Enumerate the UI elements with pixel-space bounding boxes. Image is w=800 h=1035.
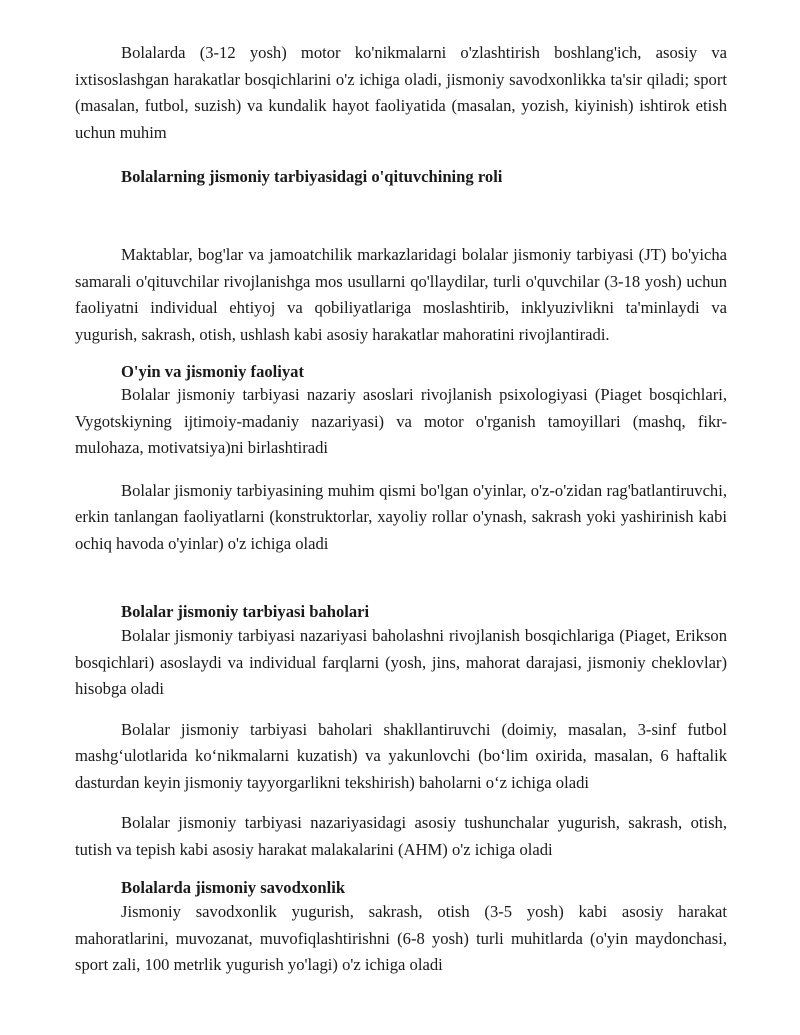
paragraph-motor-skills: Bolalarda (3-12 yosh) motor ko'nikmalarni o'zlashtirish boshlang'ich, asosiy va ixtisoslashgan harakatlar bosqichlarini o'z ichiga oladi, jismoniy savodxonlikka ta'sir qiladi; sport (masalan, futbol, suzish) va kundalik hayot faoliyatida (masalan, yozish, kiyinish) ishtirok etish uchun muhim: [75, 43, 727, 142]
paragraph-theory-foundations: Bolalar jismoniy tarbiyasi nazariy asoslari rivojlanish psixologiyasi (Piaget bosqichlari, Vygotskiyning ijtimoiy-madaniy nazariyasi) va motor o'rganish tamoyillari (mashq, fikr-mulohaza, motivatsiya)ni birlashtiradi: [75, 385, 727, 457]
heading-assessment: Bolalar jismoniy tarbiyasi baholari: [121, 602, 370, 621]
heading-play-activity: O'yin va jismoniy faoliyat: [121, 362, 305, 381]
paragraph-key-concepts: Bolalar jismoniy tarbiyasi nazariyasidagi asosiy tushunchalar yugurish, sakrash, otish, tutish va tepish kabi asosiy harakat malakalarini (AHM) o'z ichiga oladi: [75, 813, 727, 859]
paragraph-assessment-theory: Bolalar jismoniy tarbiyasi nazariyasi baholashni rivojlanish bosqichlariga (Piaget, Erikson bosqichlari) asoslaydi va individual farqlarni (yosh, jins, mahorat darajasi, jismoniy cheklovlar) hisobga oladi: [75, 626, 727, 698]
heading-teacher-role: Bolalarning jismoniy tarbiyasidagi o'qituvchining roli: [121, 167, 503, 186]
paragraph-teacher-role: Maktablar, bog'lar va jamoatchilik markazlaridagi bolalar jismoniy tarbiyasi (JT) bo'yicha samarali o'qituvchilar rivojlanishga mos usullarni qo'llaydilar, turli o'quvchilar (3-18 yosh) uchun faoliyatni individual ehtiyoj va qobiliyatlariga moslashtirib, inklyuzivlikni ta'minlaydi va yugurish, sakrash, otish, ushlash kabi asosiy harakatlar mahoratini rivojlantiradi.: [75, 245, 727, 344]
paragraph-assessment-types: Bolalar jismoniy tarbiyasi baholari shakllantiruvchi (doimiy, masalan, 3-sinf futbol mashg‘ulotlarida ko‘nikmalarni kuzatish) va yakunlovchi (bo‘lim oxirida, masalan, 6 haftalik dasturdan keyin jismoniy tayyorgarlikni tekshirish) baholarni o‘z ichiga oladi: [75, 719, 727, 792]
document-page: [75, 40, 727, 979]
paragraph-physical-literacy: Jismoniy savodxonlik yugurish, sakrash, otish (3-5 yosh) kabi asosiy harakat mahoratlarini, muvozanat, muvofiqlashtirishni (6-8 yosh) turli muhitlarda (o'yin maydonchasi, sport zali, 100 metrlik yugurish yo'lagi) o'z ichiga oladi: [75, 902, 727, 974]
heading-physical-literacy: Bolalarda jismoniy savodxonlik: [121, 878, 346, 897]
paragraph-games: Bolalar jismoniy tarbiyasining muhim qismi bo'lgan o'yinlar, o'z-o'zidan rag'batlantiruvchi, erkin tanlangan faoliyatlarni (konstruktorlar, xayoliy rollar o'ynash, sakrash yoki yashirinish kabi ochiq havoda o'yinlar) o'z ichiga oladi: [75, 480, 727, 553]
